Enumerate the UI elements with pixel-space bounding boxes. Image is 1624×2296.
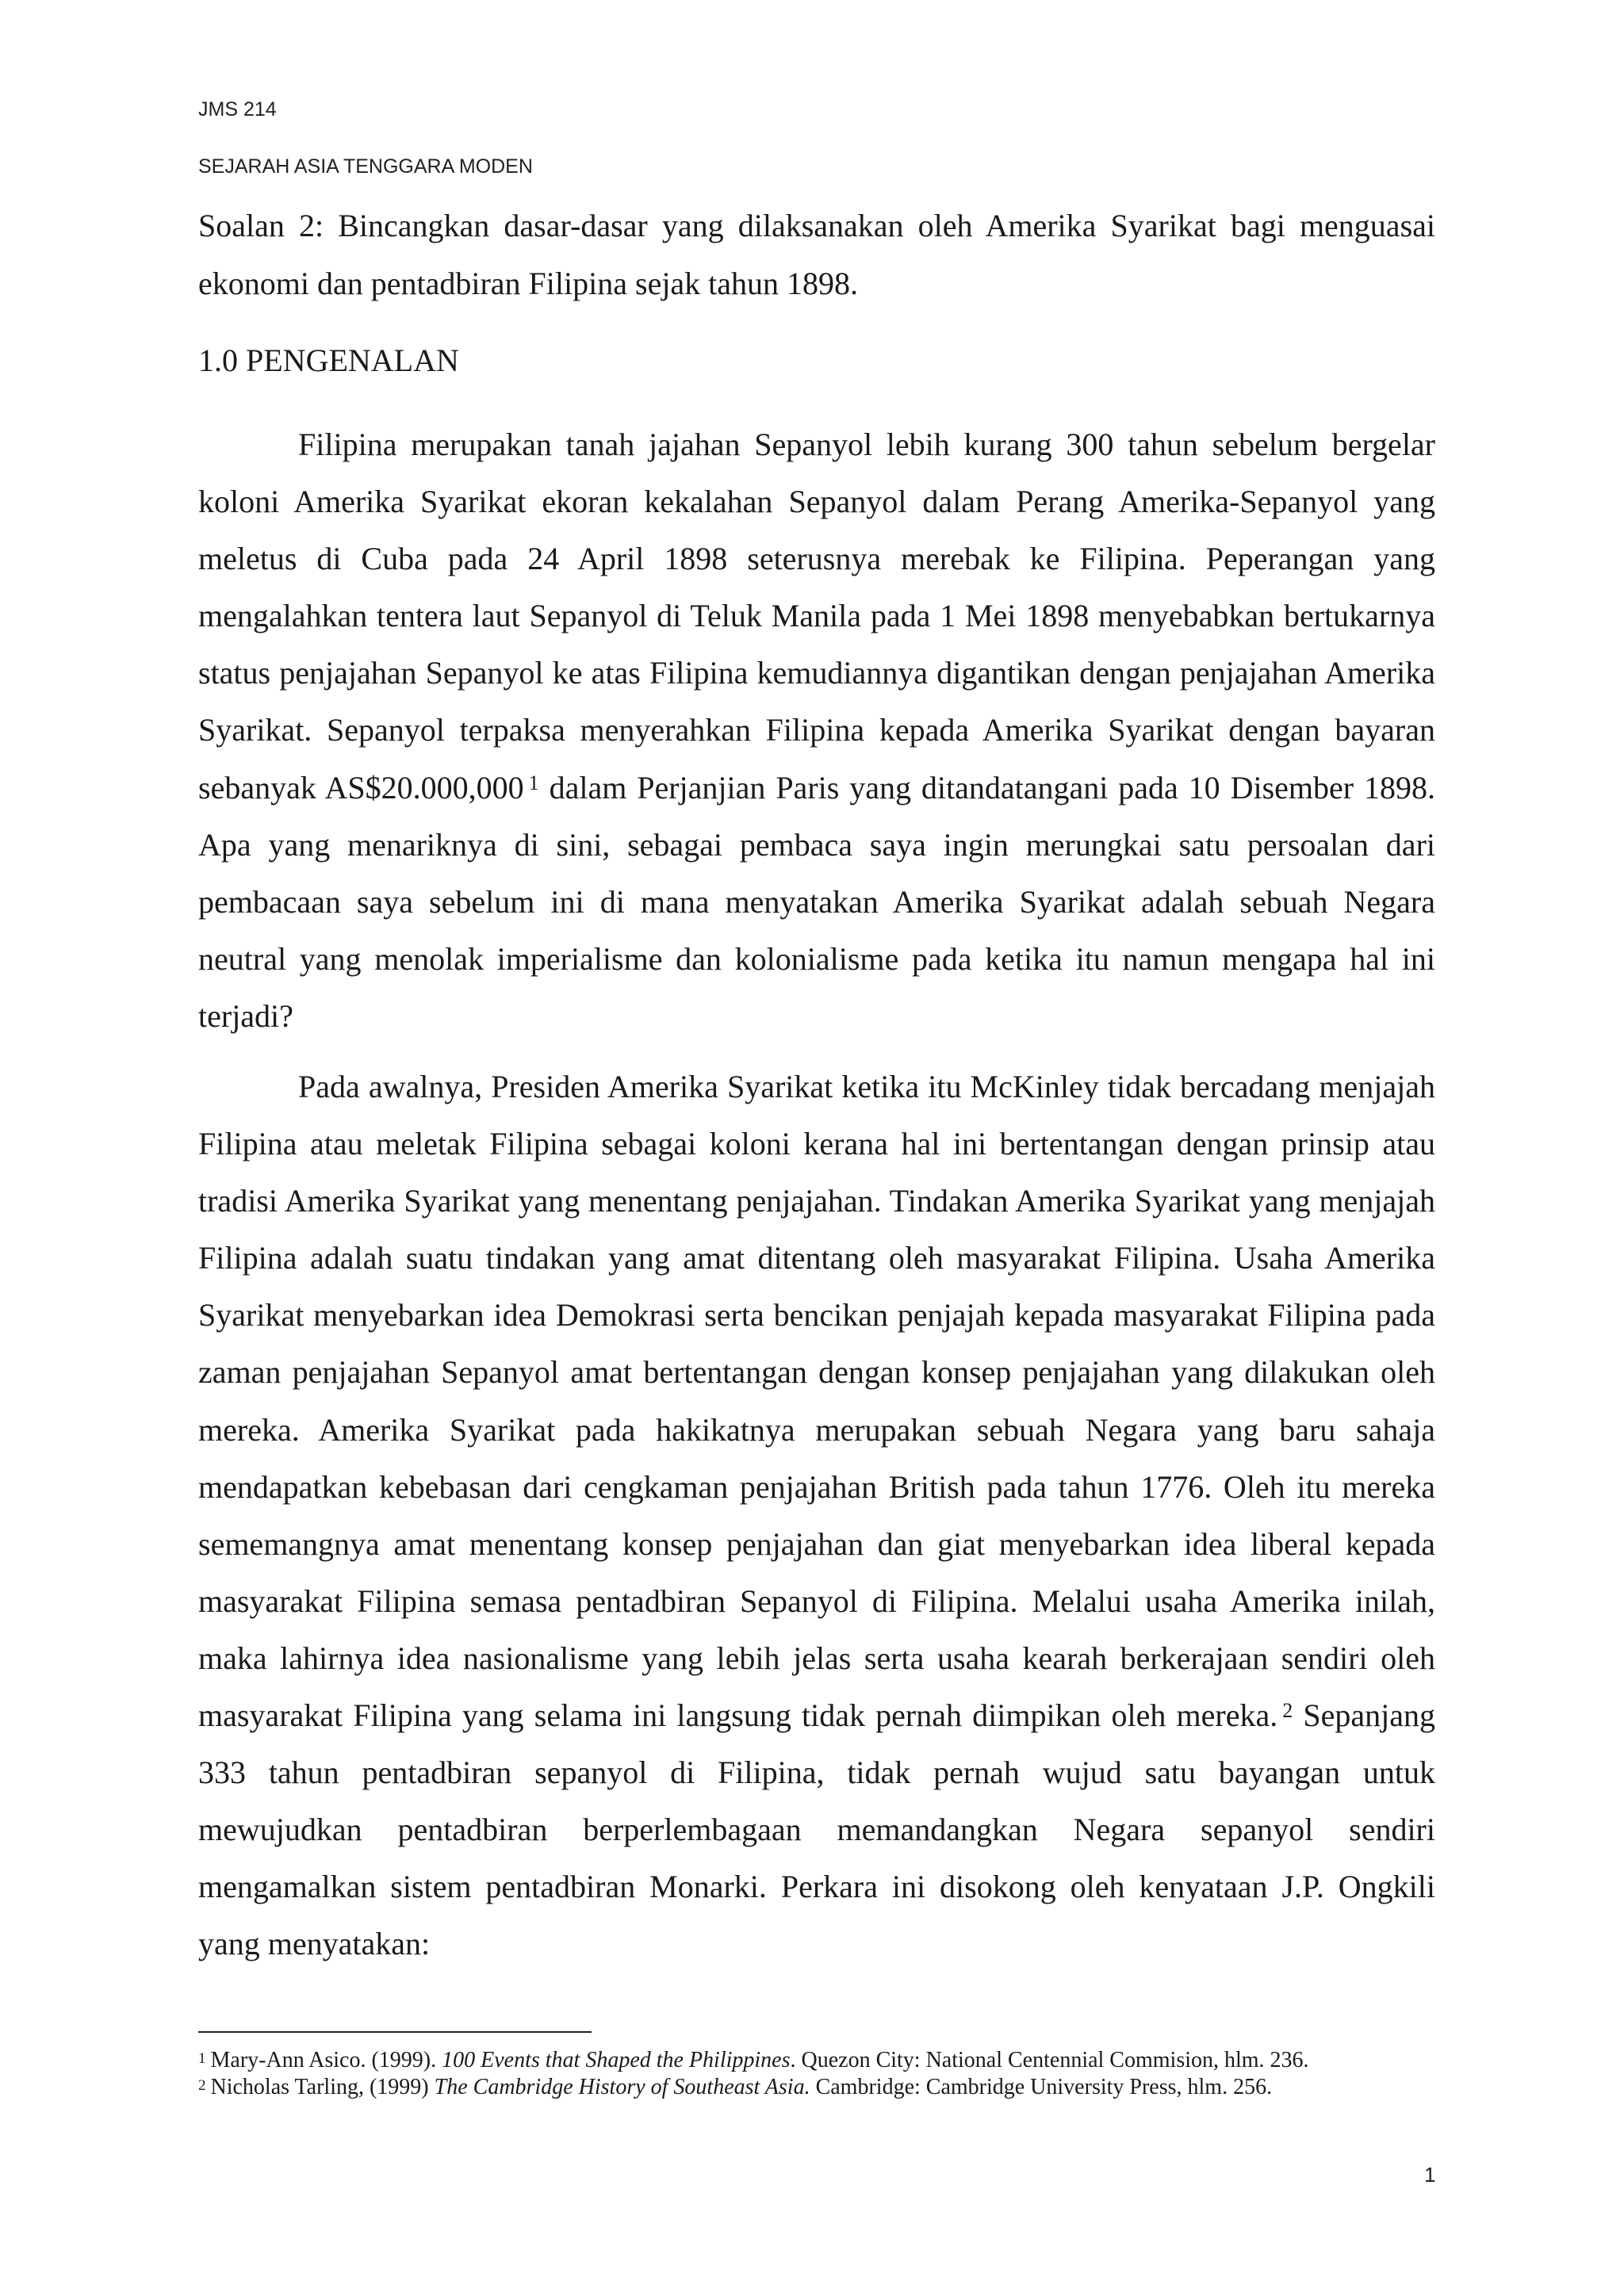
footnote-author: Nicholas Tarling, (1999) [210, 2075, 429, 2099]
footnote-publisher: . Quezon City: National Centennial Commision, hlm. 236. [790, 2048, 1309, 2072]
course-title: SEJARAH ASIA TENGGARA MODEN [198, 155, 533, 178]
paragraph-text: dalam Perjanjian Paris yang ditandatangani pada 10 Disember 1898. Apa yang menariknya di sini, sebagai pembaca saya ingin merungkai satu persoalan dari pembacaan saya sebelum ini di mana menyatakan Amerika Syarikat adalah sebuah Negara neutral yang menolak imperialisme dan kolonialisme pada ketika itu namun mengapa hal ini terjadi? [198, 769, 1436, 1034]
footnote-number: 1 [198, 2050, 206, 2067]
section-heading: 1.0 PENGENALAN [198, 342, 459, 378]
footnote-item [198, 2074, 1467, 2101]
footnote-marker: 2 [1282, 1699, 1293, 1723]
footnote-number: 2 [198, 2077, 206, 2094]
paragraph-introduction [198, 416, 1435, 1045]
paragraph-text: Filipina merupakan tanah jajahan Sepanyol lebih kurang 300 tahun sebelum bergelar koloni Amerika Syarikat ekoran kekalahan Sepanyol dalam Perang Amerika-Sepanyol yang meletus di Cuba pada 24 April 1898 seterusnya merebak ke Filipina. Peperangan yang mengalahkan tentera laut Sepanyol di Teluk Manila pada 1 Mei 1898 menyebabkan bertukarnya status penjajahan Sepanyol ke atas Filipina kemudiannya digantikan dengan penjajahan Amerika Syarikat. Sepanyol terpaksa menyerahkan Filipina kepada Amerika Syarikat dengan bayaran sebanyak AS$20.000,000 [198, 427, 1435, 806]
footnote-marker: 1 [528, 771, 539, 794]
course-code: JMS 214 [198, 98, 277, 121]
footnote-author: Mary-Ann Asico. (1999). [210, 2048, 437, 2072]
paragraph-text: Pada awalnya, Presiden Amerika Syarikat ketika itu McKinley tidak bercadang menjajah Filipina atau meletak Filipina sebagai koloni kerana hal ini bertentangan dengan prinsip atau tradisi Amerika Syarikat yang menentang penjajahan. Tindakan Amerika Syarikat yang menjajah Filipina adalah suatu tindakan yang amat ditentang oleh masyarakat Filipina. Usaha Amerika Syarikat menyebarkan idea Demokrasi serta bencikan penjajah kepada masyarakat Filipina pada zaman penjajahan Sepanyol amat bertentangan dengan konsep penjajahan yang dilakukan oleh mereka. Amerika Syarikat pada hakikatnya merupakan sebuah Negara yang baru sahaja mendapatkan kebebasan dari cengkaman penjajahan British pada tahun 1776. Oleh itu mereka sememangnya amat menentang konsep penjajahan dan giat menyebarkan idea liberal kepada masyarakat Filipina semasa pentadbiran Sepanyol di Filipina. Melalui usaha Amerika inilah, maka lahirnya idea nasionalisme yang lebih jelas serta usaha kearah berkerajaan sendiri oleh masyarakat Filipina yang selama ini langsung tidak pernah diimpikan oleh mereka. [198, 1069, 1435, 1734]
question-text: Soalan 2: Bincangkan dasar-dasar yang dilaksanakan oleh Amerika Syarikat bagi menguasai ekonomi dan pentadbiran Filipina sejak tahun 1898. [198, 208, 1435, 301]
footnotes [198, 2047, 1467, 2101]
paragraph-mckinley [198, 1058, 1435, 1973]
footnote-title: The Cambridge History of Southeast Asia. [434, 2075, 810, 2099]
footnote-separator [198, 2031, 592, 2033]
paragraph-text: Sepanjang 333 tahun pentadbiran sepanyol di Filipina, tidak pernah wujud satu bayangan untuk mewujudkan pentadbiran berperlembagaan memandangkan Negara sepanyol sendiri mengamalkan sistem pentadbiran Monarki. Perkara ini disokong oleh kenyataan J.P. Ongkili yang menyatakan: [198, 1697, 1436, 1962]
footnote-title: 100 Events that Shaped the Philippines [442, 2048, 791, 2072]
footnote-item [198, 2047, 1467, 2074]
page-number: 1 [1424, 2163, 1436, 2187]
footnote-publisher: Cambridge: Cambridge University Press, hlm. 256. [815, 2075, 1273, 2099]
